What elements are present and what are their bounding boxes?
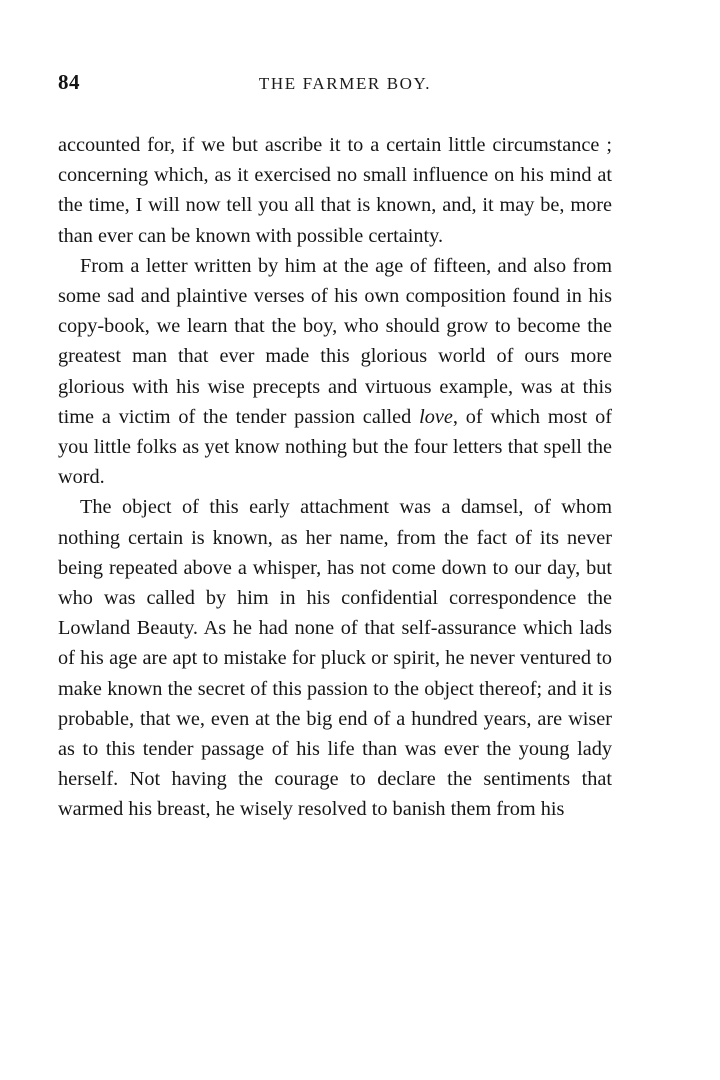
paragraph [58,251,612,493]
page-header [58,70,612,104]
page-body-text [58,130,612,825]
text-run: From a letter written by him at the age of fifteen, and also from some sad and plaintive verses of his own composition found in his copy-book, we learn that the boy, who should grow to become the greatest man that ever made this glorious world of ours more glorious with his wise precepts and virtuous example, was at this time a victim of the tender passion called [58,254,612,428]
paragraph [58,130,612,251]
text-run: accounted for, if we but ascribe it to a certain little circumstance ; concerning which, as it exercised no small influence on his mind at the time, I will now tell you all that is known, and, it may be, more than ever can be known with possible certainty. [58,134,612,247]
text-run: , of which most of you little folks as yet know nothing but the four letters that spell the word. [58,405,612,489]
paragraph [58,492,612,824]
running-head: THE FARMER BOY. [258,74,432,93]
text-run: The object of this early attachment was a damsel, of whom nothing certain is known, as her name, from the fact of its never being repeated above a whisper, has not come down to our day, but who was called by him in his confidential correspondence the Lowland Beauty. As he had none of that self-assurance which lads of his age are apt to mistake for pluck or spirit, he never ventured to make known the secret of this passion to the object thereof; and it is probable, that we, even at the big end of a hundred years, are wiser as to this tender passage of his life than was ever the young lady herself. Not having the courage to declare the sentiments that warmed his breast, he wisely resolved to banish them from his [58,496,612,821]
page-number: 84 [58,70,80,94]
italic-text: love [419,405,453,428]
